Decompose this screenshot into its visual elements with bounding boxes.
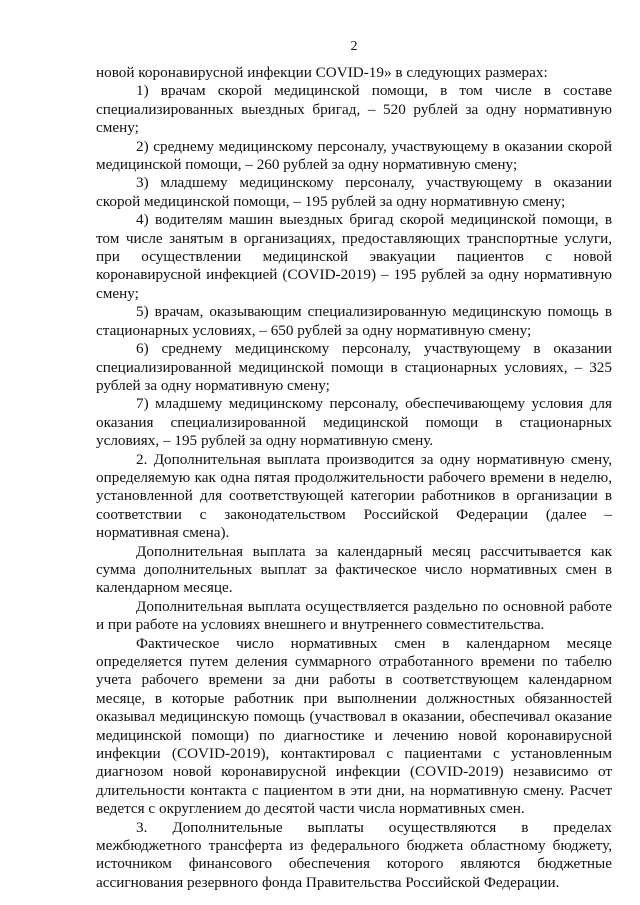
list-item-3: 3) младшему медицинскому персоналу, участвующему в оказании скорой медицинской помощи, – 195 рублей за одну нормативную смену;: [96, 174, 612, 210]
page-number: 2: [350, 39, 358, 54]
list-item-7: 7) младшему медицинскому персоналу, обеспечивающему условия для оказания специализированной медицинской помощи в стационарных условиях, – 195 рублей за одну нормативную смену.: [96, 395, 612, 450]
list-item-4: 4) водителям машин выездных бригад скорой медицинской помощи, в том числе занятым в организациях, предоставляющих транспортные услуги, при осуществлении медицинской эвакуации пациентов с новой коронавирусной инфекцией (COVID-2019) – 195 рублей за одну нормативную смену;: [96, 211, 612, 302]
paragraph-separate-payment: Дополнительная выплата осуществляется раздельно по основной работе и при работе на условиях внешнего и внутреннего совместительства.: [96, 597, 612, 634]
list-item-5: 5) врачам, оказывающим специализированную медицинскую помощь в стационарных условиях, – 650 рублей за одну нормативную смену;: [96, 303, 612, 339]
paragraph-intro-continuation: новой коронавирусной инфекции COVID-19» в следующих размерах:: [96, 64, 548, 81]
clause-3: 3. Дополнительные выплаты осуществляются в пределах межбюджетного трансферта из федерального бюджета областному бюджету, источником финансового обеспечения которого являются бюджетные ассигнования резервного фонда Правительства Российской Федерации.: [96, 818, 612, 891]
list-item-6: 6) среднему медицинскому персоналу, участвующему в оказании специализированной медицинской помощи в стационарных условиях, – 325 рублей за одну нормативную смену;: [96, 340, 612, 394]
list-item-2: 2) среднему медицинскому персоналу, участвующему в оказании скорой медицинской помощи, – 260 рублей за одну нормативную смену;: [96, 137, 612, 174]
paragraph-monthly-calculation: Дополнительная выплата за календарный месяц рассчитывается как сумма дополнительных выплат за фактическое число нормативных смен в календарном месяце.: [96, 542, 612, 597]
paragraph-actual-shifts: Фактическое число нормативных смен в календарном месяце определяется путем деления суммарного отработанного времени по табелю учета рабочего времени за дни работы в соответствующем календарном месяце, в которые работник при выполнении должностных обязанностей оказывал медицинскую помощь (участвовал в оказании, обеспечивал оказание медицинской помощи) по диагностике и лечению новой коронавирусной инфекции (COVID-2019), контактировал с пациентами с установленным диагнозом новой коронавирусной инфекции (COVID-2019) независимо от длительности контакта с пациентом в эти дни, на нормативную смену. Расчет ведется с округлением до десятой части числа нормативных смен.: [96, 634, 612, 818]
clause-2: 2. Дополнительная выплата производится за одну нормативную смену, определяемую как одна пятая продолжительности рабочего времени в неделю, установленной для соответствующей категории работников в организации в соответствии с законодательством Российской Федерации (далее – нормативная смена).: [96, 450, 612, 542]
list-item-1: 1) врачам скорой медицинской помощи, в том числе в составе специализированных выездных бригад, – 520 рублей за одну нормативную смену;: [96, 82, 612, 137]
